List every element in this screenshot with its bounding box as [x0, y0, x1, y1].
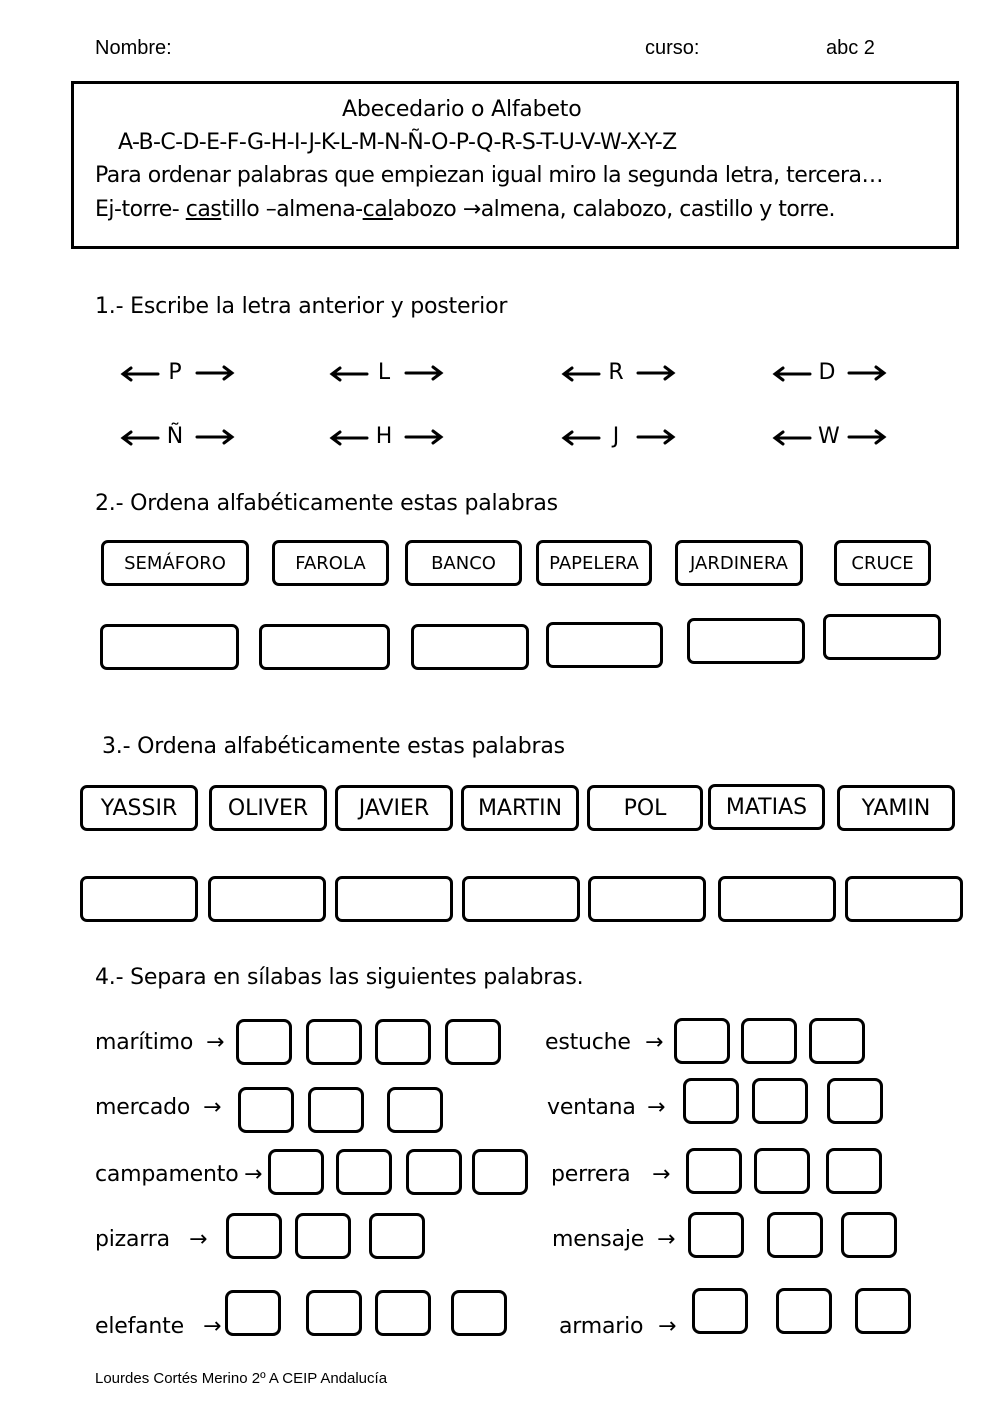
- syllable-box[interactable]: [295, 1213, 351, 1259]
- ex1-letter: L: [377, 360, 391, 385]
- syllable-box[interactable]: [387, 1087, 443, 1133]
- right-arrow-icon: →: [244, 1162, 263, 1187]
- ex4-title: 4.- Separa en sílabas las siguientes palabras.: [95, 965, 584, 990]
- ex2-answer-box[interactable]: [546, 622, 663, 668]
- right-arrow-icon: →: [645, 1030, 664, 1055]
- ex2-answer-box[interactable]: [411, 624, 529, 670]
- ex2-answer-box[interactable]: [100, 624, 239, 670]
- ex4-word-right: mensaje: [552, 1227, 645, 1252]
- syllable-box[interactable]: [688, 1212, 744, 1258]
- ex3-title: 3.- Ordena alfabéticamente estas palabras: [102, 734, 565, 759]
- syllable-box[interactable]: [472, 1149, 528, 1195]
- ex2-answer-box[interactable]: [687, 618, 805, 664]
- syllable-box[interactable]: [226, 1213, 282, 1259]
- syllable-box[interactable]: [406, 1149, 462, 1195]
- ex3-word-box: YASSIR: [80, 785, 198, 831]
- ordering-rule: Para ordenar palabras que empiezan igual miro la segunda letra, tercera…: [95, 163, 884, 188]
- syllable-box[interactable]: [855, 1288, 911, 1334]
- right-arrow-icon: →: [189, 1227, 208, 1252]
- right-arrow-icon: [847, 365, 887, 381]
- ex3-word-box: POL: [587, 785, 703, 831]
- syllable-box[interactable]: [375, 1019, 431, 1065]
- ex3-word-box: OLIVER: [209, 785, 327, 831]
- right-arrow-icon: →: [657, 1227, 676, 1252]
- syllable-box[interactable]: [683, 1078, 739, 1124]
- syllable-box[interactable]: [692, 1288, 748, 1334]
- syllable-box[interactable]: [306, 1290, 362, 1336]
- left-arrow-icon: [772, 366, 812, 382]
- example-prefix: Ej-torre-: [95, 197, 186, 222]
- syllable-box[interactable]: [752, 1078, 808, 1124]
- ex3-word-box: YAMIN: [837, 785, 955, 831]
- ex1-letter: H: [375, 424, 393, 449]
- example-cal: cal: [362, 197, 393, 222]
- ex1-letter: D: [818, 360, 836, 385]
- ex3-word-box: MARTIN: [461, 785, 579, 831]
- left-arrow-icon: [329, 430, 369, 446]
- right-arrow-icon: [195, 365, 235, 381]
- ex3-answer-box[interactable]: [718, 876, 836, 922]
- ex3-answer-box[interactable]: [845, 876, 963, 922]
- syllable-box[interactable]: [826, 1148, 882, 1194]
- ex4-word-right: armario: [559, 1314, 644, 1339]
- right-arrow-icon: [404, 429, 444, 445]
- syllable-box[interactable]: [841, 1212, 897, 1258]
- ex3-answer-box[interactable]: [80, 876, 198, 922]
- right-arrow-icon: [636, 365, 676, 381]
- ex3-answer-box[interactable]: [588, 876, 706, 922]
- ex4-word-left: elefante: [95, 1314, 184, 1339]
- ordering-example: [95, 197, 835, 222]
- syllable-box[interactable]: [306, 1019, 362, 1065]
- ex2-title: 2.- Ordena alfabéticamente estas palabras: [95, 491, 558, 516]
- left-arrow-icon: [561, 366, 601, 382]
- ex2-word-box: SEMÁFORO: [101, 540, 249, 586]
- right-arrow-icon: →: [652, 1162, 671, 1187]
- syllable-box[interactable]: [776, 1288, 832, 1334]
- ex3-answer-box[interactable]: [335, 876, 453, 922]
- syllable-box[interactable]: [445, 1019, 501, 1065]
- syllable-box[interactable]: [767, 1212, 823, 1258]
- ex2-word-box: FAROLA: [272, 540, 389, 586]
- ex1-title: 1.- Escribe la letra anterior y posterior: [95, 294, 508, 319]
- ex4-word-left: mercado: [95, 1095, 191, 1120]
- ex3-word-box: MATIAS: [708, 784, 825, 830]
- ex2-word-box: PAPELERA: [536, 540, 652, 586]
- ex2-word-box: CRUCE: [834, 540, 931, 586]
- ex2-word-box: BANCO: [405, 540, 522, 586]
- ex1-letter: J: [612, 424, 620, 449]
- syllable-box[interactable]: [236, 1019, 292, 1065]
- ex1-letter: P: [168, 360, 182, 385]
- footer-credit: Lourdes Cortés Merino 2º A CEIP Andalucía: [95, 1370, 388, 1387]
- left-arrow-icon: [120, 430, 160, 446]
- right-arrow-icon: →: [658, 1314, 677, 1339]
- alphabet-line: A-B-C-D-E-F-G-H-I-J-K-L-M-N-Ñ-O-P-Q-R-S-T-U-V-W-X-Y-Z: [118, 130, 677, 155]
- syllable-box[interactable]: [369, 1213, 425, 1259]
- ex4-word-left: marítimo: [95, 1030, 194, 1055]
- syllable-box[interactable]: [451, 1290, 507, 1336]
- curso-label: curso:: [645, 37, 700, 59]
- right-arrow-icon: →: [203, 1314, 222, 1339]
- syllable-box[interactable]: [754, 1148, 810, 1194]
- right-arrow-icon: [195, 429, 235, 445]
- syllable-box[interactable]: [827, 1078, 883, 1124]
- syllable-box[interactable]: [741, 1018, 797, 1064]
- syllable-box[interactable]: [336, 1149, 392, 1195]
- right-arrow-icon: [404, 365, 444, 381]
- ex4-word-left: campamento: [95, 1162, 239, 1187]
- right-arrow-icon: →: [203, 1095, 222, 1120]
- syllable-box[interactable]: [308, 1087, 364, 1133]
- example-arrow: →: [462, 197, 481, 222]
- ex2-word-box: JARDINERA: [675, 540, 803, 586]
- example-cas: cas: [185, 197, 222, 222]
- ex1-letter: Ñ: [166, 424, 184, 449]
- ex3-answer-box[interactable]: [462, 876, 580, 922]
- info-title: Abecedario o Alfabeto: [342, 97, 582, 122]
- syllable-box[interactable]: [674, 1018, 730, 1064]
- ex1-letter: R: [608, 360, 624, 385]
- ex2-answer-box[interactable]: [259, 624, 390, 670]
- left-arrow-icon: [772, 430, 812, 446]
- ex2-answer-box[interactable]: [823, 614, 941, 660]
- ex4-word-right: perrera: [551, 1162, 631, 1187]
- syllable-box[interactable]: [238, 1087, 294, 1133]
- syllable-box[interactable]: [686, 1148, 742, 1194]
- syllable-box[interactable]: [809, 1018, 865, 1064]
- left-arrow-icon: [329, 366, 369, 382]
- right-arrow-icon: [847, 429, 887, 445]
- left-arrow-icon: [561, 430, 601, 446]
- ex4-word-right: ventana: [547, 1095, 636, 1120]
- ex1-letter: W: [818, 424, 840, 449]
- right-arrow-icon: →: [206, 1030, 225, 1055]
- syllable-box[interactable]: [375, 1290, 431, 1336]
- worksheet-code: abc 2: [826, 37, 875, 59]
- syllable-box[interactable]: [225, 1290, 281, 1336]
- ex4-word-left: pizarra: [95, 1227, 170, 1252]
- example-cal-rest: abozo: [392, 197, 463, 222]
- ex3-answer-box[interactable]: [208, 876, 326, 922]
- right-arrow-icon: →: [647, 1095, 666, 1120]
- nombre-label: Nombre:: [95, 37, 172, 59]
- ex3-word-box: JAVIER: [335, 785, 453, 831]
- right-arrow-icon: [636, 429, 676, 445]
- example-cas-rest: tillo –almena-: [221, 197, 363, 222]
- ex4-word-right: estuche: [545, 1030, 631, 1055]
- left-arrow-icon: [120, 366, 160, 382]
- syllable-box[interactable]: [268, 1149, 324, 1195]
- example-result: almena, calabozo, castillo y torre.: [480, 197, 836, 222]
